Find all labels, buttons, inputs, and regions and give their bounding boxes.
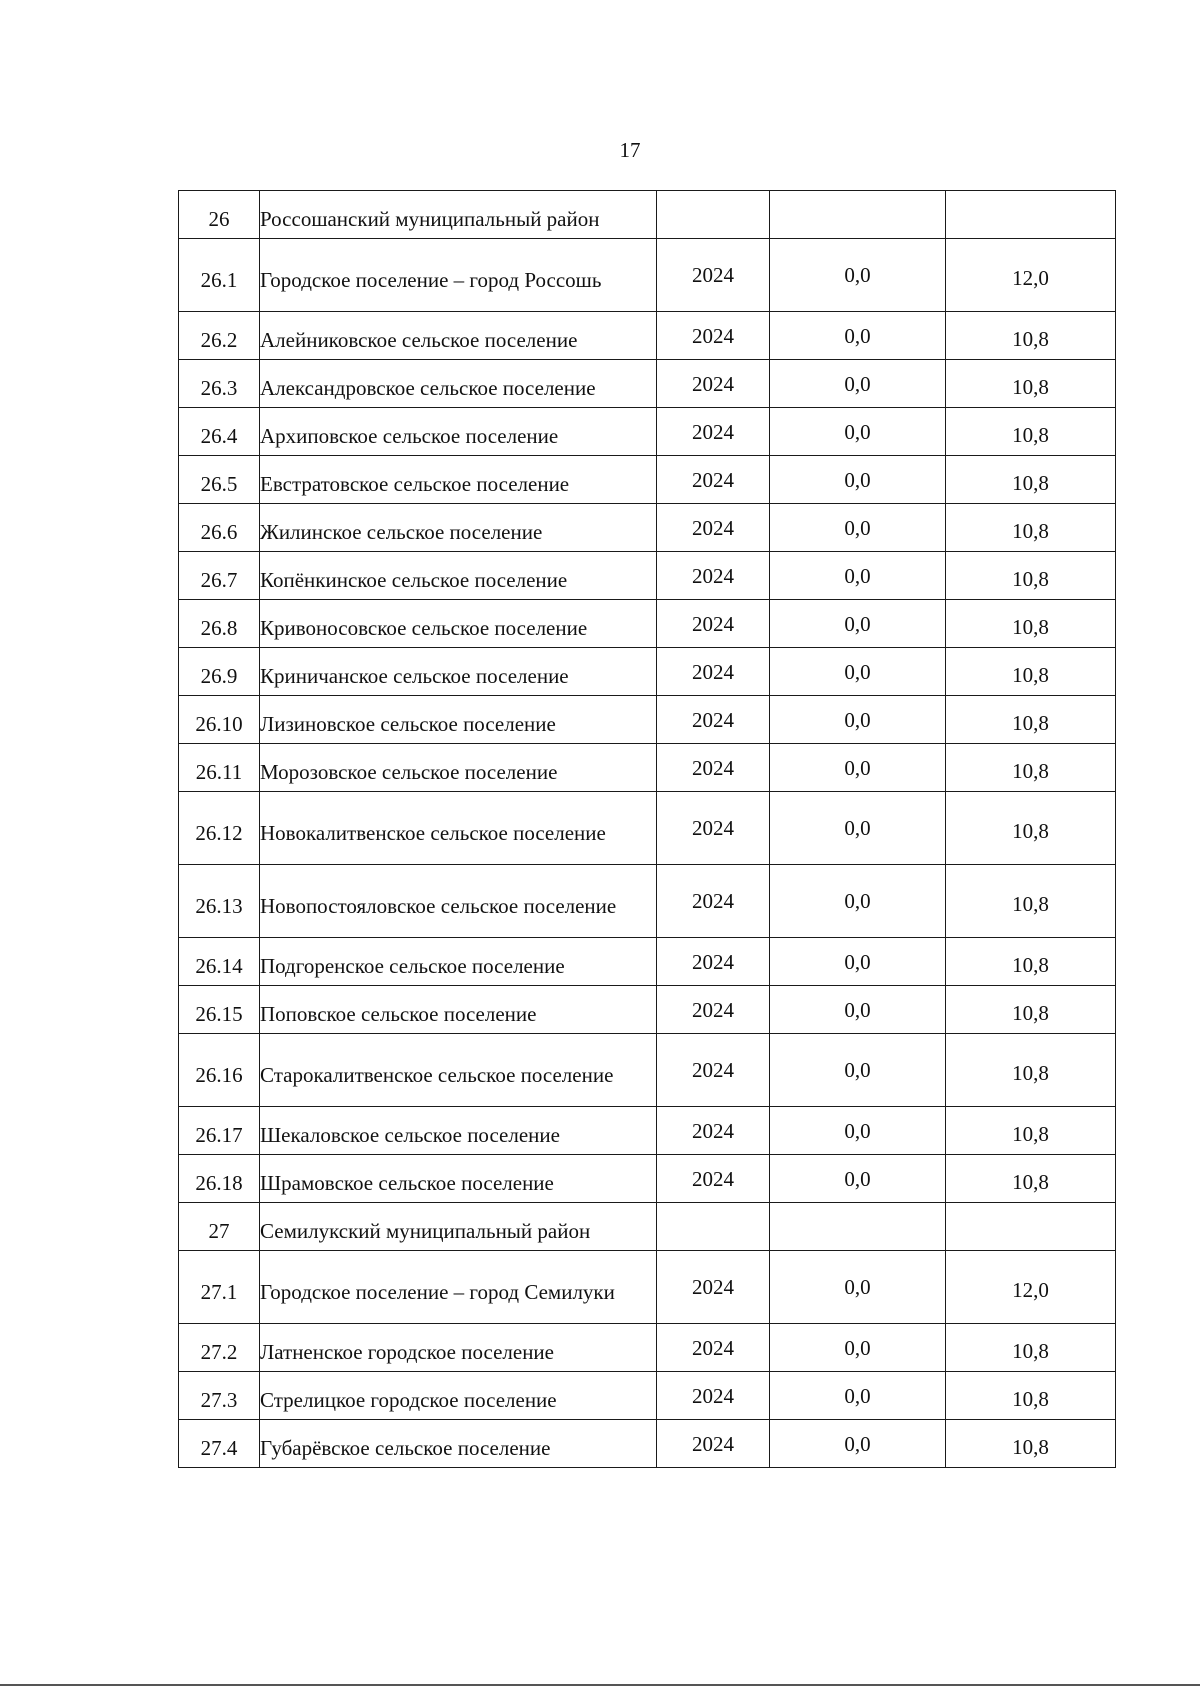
value-b-text: 12,0 — [1012, 1278, 1049, 1302]
row-number-text: 26.12 — [195, 820, 243, 845]
row-number-text: 26.8 — [200, 616, 238, 640]
value-b-text: 12,0 — [1012, 266, 1049, 290]
table-row — [179, 696, 1116, 744]
settlement-name-cell — [260, 792, 657, 865]
year-cell — [657, 1155, 770, 1203]
year-cell — [657, 1203, 770, 1251]
value-b-cell — [946, 1324, 1116, 1372]
settlements-table — [178, 190, 1116, 1468]
value-b-text: 10,8 — [1012, 326, 1049, 351]
table-row — [179, 312, 1116, 360]
value-a-cell — [770, 1420, 946, 1468]
value-a-cell — [770, 1251, 946, 1324]
value-b-text: 10,8 — [1012, 422, 1049, 447]
row-number-cell — [179, 696, 260, 744]
year-cell — [657, 648, 770, 696]
row-number-cell — [179, 1420, 260, 1468]
year-text: 2024 — [692, 816, 734, 840]
row-number-text: 26.15 — [195, 1002, 243, 1026]
row-number-cell — [179, 360, 260, 408]
value-a-cell — [770, 938, 946, 986]
row-number-cell — [179, 1155, 260, 1203]
value-b-text: 10,8 — [1012, 1061, 1049, 1085]
value-b-cell — [946, 1251, 1116, 1324]
row-number-text: 26.9 — [200, 664, 238, 688]
settlement-name-text: Шрамовское сельское поселение — [260, 1171, 554, 1195]
value-b-text: 10,8 — [1012, 819, 1049, 843]
value-a-cell — [770, 792, 946, 865]
row-number-cell — [179, 1107, 260, 1155]
settlement-name-text: Жилинское сельское поселение — [260, 520, 543, 544]
row-number-text: 26.11 — [195, 760, 243, 784]
year-text: 2024 — [692, 1058, 734, 1082]
year-text: 2024 — [692, 1118, 734, 1143]
value-a-text: 0,0 — [844, 419, 871, 444]
value-a-cell — [770, 504, 946, 552]
value-a-text: 0,0 — [844, 515, 871, 540]
table-row — [179, 1034, 1116, 1107]
year-text: 2024 — [692, 263, 734, 287]
value-a-cell — [770, 696, 946, 744]
table-row — [179, 504, 1116, 552]
settlement-name-text: Алейниковское сельское поселение — [260, 328, 578, 352]
year-text: 2024 — [692, 611, 734, 636]
table-row — [179, 1203, 1116, 1251]
value-b-cell — [946, 1203, 1116, 1251]
value-b-text: 10,8 — [1012, 710, 1049, 735]
settlement-name-text: Александровское сельское поселение — [260, 376, 596, 400]
row-number-text: 26.13 — [195, 893, 243, 918]
row-number-text: 26.2 — [200, 328, 238, 352]
value-b-text: 10,8 — [1012, 1121, 1049, 1146]
value-b-cell — [946, 1107, 1116, 1155]
row-number-cell — [179, 1251, 260, 1324]
settlement-name-cell — [260, 744, 657, 792]
row-number-cell — [179, 239, 260, 312]
settlement-name-text: Копёнкинское сельское поселение — [260, 568, 568, 592]
settlement-name-text: Старокалитвенское сельское поселение — [260, 1062, 614, 1087]
settlement-name-text: Подгоренское сельское поселение — [260, 954, 565, 978]
settlement-name-text: Криничанское сельское поселение — [260, 664, 569, 688]
year-cell — [657, 408, 770, 456]
value-b-text: 10,8 — [1012, 470, 1049, 495]
year-cell — [657, 744, 770, 792]
row-number-text: 27.1 — [200, 1279, 238, 1304]
value-b-cell — [946, 792, 1116, 865]
table-row — [179, 360, 1116, 408]
row-number-text: 26.18 — [195, 1171, 243, 1195]
settlement-name-text: Шекаловское сельское поселение — [260, 1123, 560, 1147]
value-b-cell — [946, 360, 1116, 408]
row-number-cell — [179, 865, 260, 938]
value-b-text: 10,8 — [1012, 952, 1049, 977]
row-number-cell — [179, 312, 260, 360]
row-number-text: 26.6 — [200, 520, 238, 544]
value-b-text: 10,8 — [1012, 374, 1049, 399]
year-text: 2024 — [692, 949, 734, 974]
value-a-text: 0,0 — [844, 1166, 871, 1191]
value-a-cell — [770, 312, 946, 360]
settlement-name-text: Новокалитвенское сельское поселение — [260, 820, 606, 845]
value-a-text: 0,0 — [844, 1118, 871, 1143]
year-text: 2024 — [692, 419, 734, 444]
year-cell — [657, 239, 770, 312]
settlement-name-cell — [260, 504, 657, 552]
value-b-cell — [946, 744, 1116, 792]
value-a-cell — [770, 552, 946, 600]
row-number-text: 26.5 — [200, 472, 238, 496]
row-number-text: 27.4 — [200, 1436, 238, 1460]
row-number-cell — [179, 1034, 260, 1107]
table-row — [179, 1251, 1116, 1324]
table-row — [179, 1107, 1116, 1155]
settlement-name-cell — [260, 1107, 657, 1155]
value-a-text: 0,0 — [844, 1431, 871, 1456]
value-a-text: 0,0 — [844, 707, 871, 732]
scan-edge-line — [0, 1684, 1200, 1686]
value-b-text: 10,8 — [1012, 662, 1049, 687]
year-cell — [657, 600, 770, 648]
value-a-cell — [770, 744, 946, 792]
year-cell — [657, 191, 770, 239]
year-text: 2024 — [692, 1275, 734, 1299]
value-a-cell — [770, 191, 946, 239]
settlement-name-cell — [260, 552, 657, 600]
row-number-cell — [179, 456, 260, 504]
settlement-name-text: Поповское сельское поселение — [260, 1002, 537, 1026]
settlement-name-cell — [260, 1372, 657, 1420]
value-a-cell — [770, 986, 946, 1034]
table-row — [179, 986, 1116, 1034]
year-text: 2024 — [692, 1383, 734, 1408]
settlement-name-cell — [260, 1251, 657, 1324]
table-row — [179, 1372, 1116, 1420]
value-a-cell — [770, 1107, 946, 1155]
row-number-cell — [179, 1324, 260, 1372]
year-cell — [657, 865, 770, 938]
settlement-name-cell — [260, 408, 657, 456]
year-text: 2024 — [692, 1335, 734, 1360]
table-row — [179, 600, 1116, 648]
row-number-text: 27.3 — [200, 1388, 238, 1412]
settlement-name-cell — [260, 456, 657, 504]
value-b-cell — [946, 456, 1116, 504]
value-a-text: 0,0 — [844, 1058, 871, 1082]
year-cell — [657, 504, 770, 552]
year-text: 2024 — [692, 563, 734, 588]
row-number-cell — [179, 552, 260, 600]
value-a-text: 0,0 — [844, 611, 871, 636]
row-number-text: 26.17 — [195, 1123, 243, 1147]
settlement-name-text: Россошанский муниципальный район — [260, 207, 600, 231]
value-a-cell — [770, 456, 946, 504]
row-number-text: 27 — [208, 1219, 230, 1243]
value-b-cell — [946, 239, 1116, 312]
value-b-cell — [946, 1372, 1116, 1420]
table-row — [179, 1324, 1116, 1372]
row-number-text: 26.14 — [195, 954, 243, 978]
value-b-cell — [946, 191, 1116, 239]
settlement-name-cell — [260, 648, 657, 696]
row-number-text: 26.1 — [200, 267, 238, 292]
value-b-cell — [946, 865, 1116, 938]
year-cell — [657, 1251, 770, 1324]
settlement-name-cell — [260, 600, 657, 648]
value-b-text: 10,8 — [1012, 518, 1049, 543]
value-a-text: 0,0 — [844, 816, 871, 840]
value-b-cell — [946, 552, 1116, 600]
settlement-name-cell — [260, 938, 657, 986]
value-a-text: 0,0 — [844, 1275, 871, 1299]
settlement-name-text: Архиповское сельское поселение — [260, 424, 559, 448]
year-cell — [657, 552, 770, 600]
year-cell — [657, 696, 770, 744]
settlement-name-cell — [260, 191, 657, 239]
value-a-text: 0,0 — [844, 467, 871, 492]
value-a-text: 0,0 — [844, 1335, 871, 1360]
value-b-text: 10,8 — [1012, 1338, 1049, 1363]
row-number-cell — [179, 191, 260, 239]
year-text: 2024 — [692, 755, 734, 780]
table-row — [179, 239, 1116, 312]
value-b-text: 10,8 — [1012, 1386, 1049, 1411]
year-text: 2024 — [692, 515, 734, 540]
settlement-name-cell — [260, 312, 657, 360]
year-cell — [657, 1324, 770, 1372]
value-a-text: 0,0 — [844, 997, 871, 1022]
value-a-text: 0,0 — [844, 371, 871, 396]
value-a-cell — [770, 1372, 946, 1420]
settlements-table-body — [179, 191, 1116, 1468]
settlement-name-text: Кривоносовское сельское поселение — [260, 616, 588, 640]
settlement-name-cell — [260, 1203, 657, 1251]
row-number-cell — [179, 648, 260, 696]
settlement-name-cell — [260, 360, 657, 408]
year-text: 2024 — [692, 997, 734, 1022]
table-row — [179, 648, 1116, 696]
row-number-cell — [179, 1372, 260, 1420]
settlement-name-text: Новопостояловское сельское поселение — [260, 893, 617, 918]
table-row — [179, 1420, 1116, 1468]
year-text: 2024 — [692, 371, 734, 396]
table-row — [179, 191, 1116, 239]
value-a-text: 0,0 — [844, 563, 871, 588]
year-cell — [657, 456, 770, 504]
value-b-cell — [946, 696, 1116, 744]
year-text: 2024 — [692, 323, 734, 348]
year-text: 2024 — [692, 1431, 734, 1456]
value-a-cell — [770, 1203, 946, 1251]
settlement-name-text: Городское поселение – город Россошь — [260, 267, 602, 292]
value-b-cell — [946, 504, 1116, 552]
value-a-cell — [770, 648, 946, 696]
value-a-cell — [770, 600, 946, 648]
page-number: 17 — [619, 138, 641, 162]
row-number-text: 26.16 — [195, 1062, 243, 1087]
settlement-name-text: Семилукский муниципальный район — [260, 1219, 591, 1243]
row-number-text: 26.4 — [200, 424, 238, 448]
value-b-cell — [946, 648, 1116, 696]
value-b-cell — [946, 312, 1116, 360]
year-text: 2024 — [692, 1166, 734, 1191]
table-row — [179, 1155, 1116, 1203]
settlement-name-cell — [260, 1420, 657, 1468]
year-cell — [657, 312, 770, 360]
value-b-text: 10,8 — [1012, 1434, 1049, 1459]
row-number-cell — [179, 792, 260, 865]
settlement-name-cell — [260, 986, 657, 1034]
settlement-name-text: Городское поселение – город Семилуки — [260, 1279, 615, 1304]
year-cell — [657, 986, 770, 1034]
value-a-text: 0,0 — [844, 323, 871, 348]
year-cell — [657, 1420, 770, 1468]
row-number-text: 26 — [208, 207, 230, 231]
settlement-name-cell — [260, 1155, 657, 1203]
row-number-text: 27.2 — [200, 1340, 238, 1364]
value-a-text: 0,0 — [844, 659, 871, 684]
value-a-text: 0,0 — [844, 1383, 871, 1408]
year-cell — [657, 360, 770, 408]
value-b-cell — [946, 938, 1116, 986]
row-number-cell — [179, 1203, 260, 1251]
value-b-cell — [946, 600, 1116, 648]
settlement-name-cell — [260, 1324, 657, 1372]
value-a-cell — [770, 1034, 946, 1107]
value-b-cell — [946, 1034, 1116, 1107]
table-row — [179, 744, 1116, 792]
settlement-name-text: Губарёвское сельское поселение — [260, 1436, 551, 1460]
value-a-cell — [770, 1155, 946, 1203]
value-a-cell — [770, 239, 946, 312]
year-cell — [657, 1034, 770, 1107]
settlement-name-text: Латненское городское поселение — [260, 1340, 554, 1364]
value-a-cell — [770, 408, 946, 456]
value-b-text: 10,8 — [1012, 1000, 1049, 1025]
value-a-cell — [770, 1324, 946, 1372]
year-cell — [657, 1107, 770, 1155]
table-row — [179, 792, 1116, 865]
value-b-cell — [946, 1420, 1116, 1468]
row-number-cell — [179, 408, 260, 456]
value-b-cell — [946, 986, 1116, 1034]
year-cell — [657, 938, 770, 986]
table-row — [179, 865, 1116, 938]
value-b-text: 10,8 — [1012, 566, 1049, 591]
row-number-text: 26.7 — [200, 568, 238, 592]
value-b-cell — [946, 408, 1116, 456]
table-row — [179, 408, 1116, 456]
year-text: 2024 — [692, 659, 734, 684]
row-number-text: 26.10 — [195, 712, 243, 736]
year-text: 2024 — [692, 467, 734, 492]
value-a-text: 0,0 — [844, 889, 871, 913]
table-row — [179, 456, 1116, 504]
settlement-name-cell — [260, 239, 657, 312]
settlement-name-text: Лизиновское сельское поселение — [260, 712, 556, 736]
row-number-cell — [179, 986, 260, 1034]
value-b-text: 10,8 — [1012, 892, 1049, 916]
settlement-name-cell — [260, 696, 657, 744]
year-cell — [657, 1372, 770, 1420]
value-b-text: 10,8 — [1012, 1169, 1049, 1194]
value-b-text: 10,8 — [1012, 758, 1049, 783]
table-row — [179, 938, 1116, 986]
row-number-text: 26.3 — [200, 376, 238, 400]
settlement-name-cell — [260, 865, 657, 938]
year-text: 2024 — [692, 707, 734, 732]
row-number-cell — [179, 504, 260, 552]
year-text: 2024 — [692, 889, 734, 913]
value-b-cell — [946, 1155, 1116, 1203]
settlement-name-text: Стрелицкое городское поселение — [260, 1388, 557, 1412]
value-a-text: 0,0 — [844, 263, 871, 287]
table-row — [179, 552, 1116, 600]
settlement-name-cell — [260, 1034, 657, 1107]
value-a-text: 0,0 — [844, 755, 871, 780]
value-a-cell — [770, 865, 946, 938]
value-b-text: 10,8 — [1012, 614, 1049, 639]
value-a-text: 0,0 — [844, 949, 871, 974]
row-number-cell — [179, 938, 260, 986]
year-cell — [657, 792, 770, 865]
value-a-cell — [770, 360, 946, 408]
settlement-name-text: Евстратовское сельское поселение — [260, 472, 570, 496]
row-number-cell — [179, 744, 260, 792]
settlement-name-text: Морозовское сельское поселение — [260, 760, 558, 784]
row-number-cell — [179, 600, 260, 648]
